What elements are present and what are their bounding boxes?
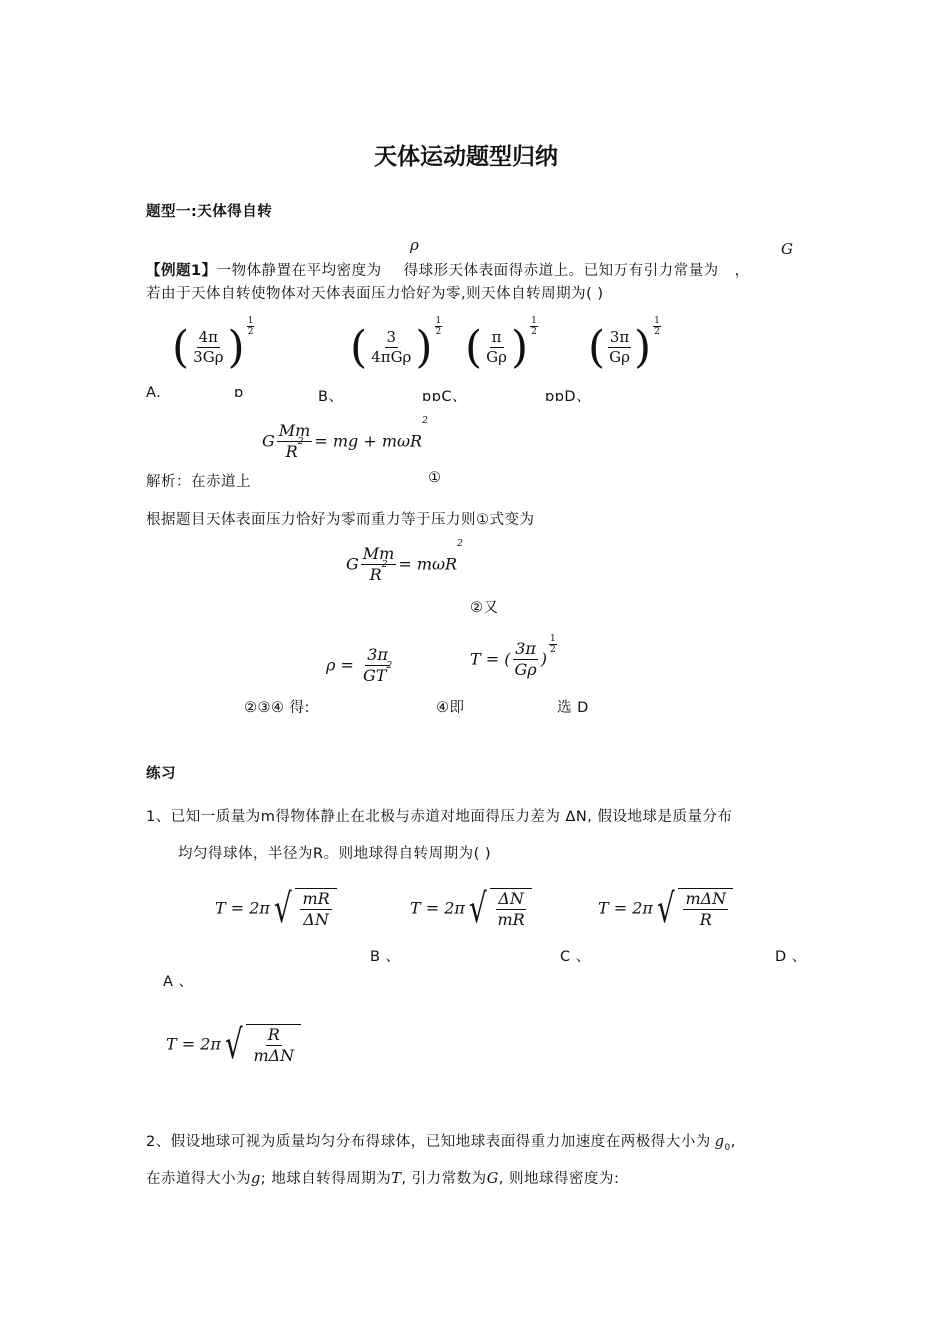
example-comma: ， [734, 263, 750, 279]
option-d-formula: ( $\frac{3\pi}{G\rho}$ ) $\frac{1}{2}$ [588, 316, 660, 373]
q1-label-a: A 、 [163, 974, 194, 990]
question-2-line-1: 2、假设地球可视为质量均匀分布得球体，已知地球表面得重力加速度在两极得大小为 $g_0$, [146, 1134, 736, 1153]
example-line-2: 若由于天体自转使物体对天体表面压力恰好为零,则天体自转周期为( ) [146, 286, 604, 302]
solution-equation-2: G $\frac{Mm}{R^2}$ = mωR$^2$ [346, 539, 463, 585]
period-formula: T = ( $\frac{3\pi}{G\rho}$ ) $\frac{1}{2}$ [470, 634, 556, 680]
option-c-formula: ( $\frac{\pi}{G\rho}$ ) $\frac{1}{2}$ [465, 316, 537, 373]
q1-label-d: D 、 [775, 949, 807, 965]
option-a-label: A. [146, 385, 162, 401]
example-text-b: 得球形天体表面得赤道上。已知万有引力常量为 [403, 263, 719, 279]
option-d-label: ɒɒD、 [545, 389, 592, 405]
option-a-tail: ɒ [234, 385, 244, 401]
question-2-line-2: 在赤道得大小为g; 地球自转得周期为T, 引力常数为G, 则地球得密度为: [146, 1171, 620, 1187]
q1-option-c-formula: T = 2π √ $\frac{\text{mΔN}}{R}$ [598, 888, 733, 930]
q1-option-a-formula: T = 2π √ $\frac{mR}{\Delta N}$ [215, 888, 337, 930]
page-title: 天体运动题型归纳 [374, 144, 558, 170]
q1-option-b-formula: T = 2π √ $\frac{\Delta N}{mR}$ [410, 888, 532, 930]
example-label: 【例题1】 [146, 263, 217, 279]
solution-line-3b: ④即 [436, 700, 465, 716]
option-b-formula: ( $\frac{3}{\text{4πGρ}}$ ) $\frac{1}{2}$ [350, 316, 442, 373]
section-heading: 题型一:天体得自转 [146, 204, 273, 220]
solution-equation-1: G $\frac{Mm}{R^2}$ = mg + mωR$^2$ [262, 416, 428, 462]
question-1-line-1: 1、已知一质量为m得物体静止在北极与赤道对地面得压力差为 ΔN, 假设地球是质量分布 [146, 809, 733, 825]
option-c-label: ɒɒC、 [422, 389, 468, 405]
q1-label-b: B 、 [370, 949, 401, 965]
option-a-formula: ( $\frac{4\pi}{3G\rho}$ ) $\frac{1}{2}$ [172, 316, 254, 373]
question-1-line-2: 均匀得球体，半径为R。则地球得自转周期为( ) [178, 846, 491, 862]
option-b-label: B、 [318, 389, 344, 405]
example-line-1 [146, 259, 750, 280]
q1-label-c: C 、 [560, 949, 591, 965]
q1-option-d-formula: T = 2π √ $\frac{R}{\text{mΔN}}$ [166, 1024, 301, 1066]
equation-mark-1: ① [428, 470, 442, 486]
solution-line-3a: ②③④ 得: [244, 700, 310, 716]
example-text-a: 一物体静置在平均密度为 [216, 263, 382, 279]
g-symbol: G [781, 240, 793, 258]
density-formula: ρ = $\frac{3\pi}{GT^2}$ [326, 645, 393, 686]
solution-line-2: 根据题目天体表面压力恰好为零而重力等于压力则①式变为 [146, 512, 535, 528]
equation-mark-2: ②又 [470, 600, 499, 616]
practice-heading: 练习 [146, 766, 176, 782]
rho-symbol: ρ [410, 236, 419, 254]
answer-choice: 选 D [557, 700, 589, 716]
solution-label: 解析：在赤道上 [146, 474, 251, 490]
